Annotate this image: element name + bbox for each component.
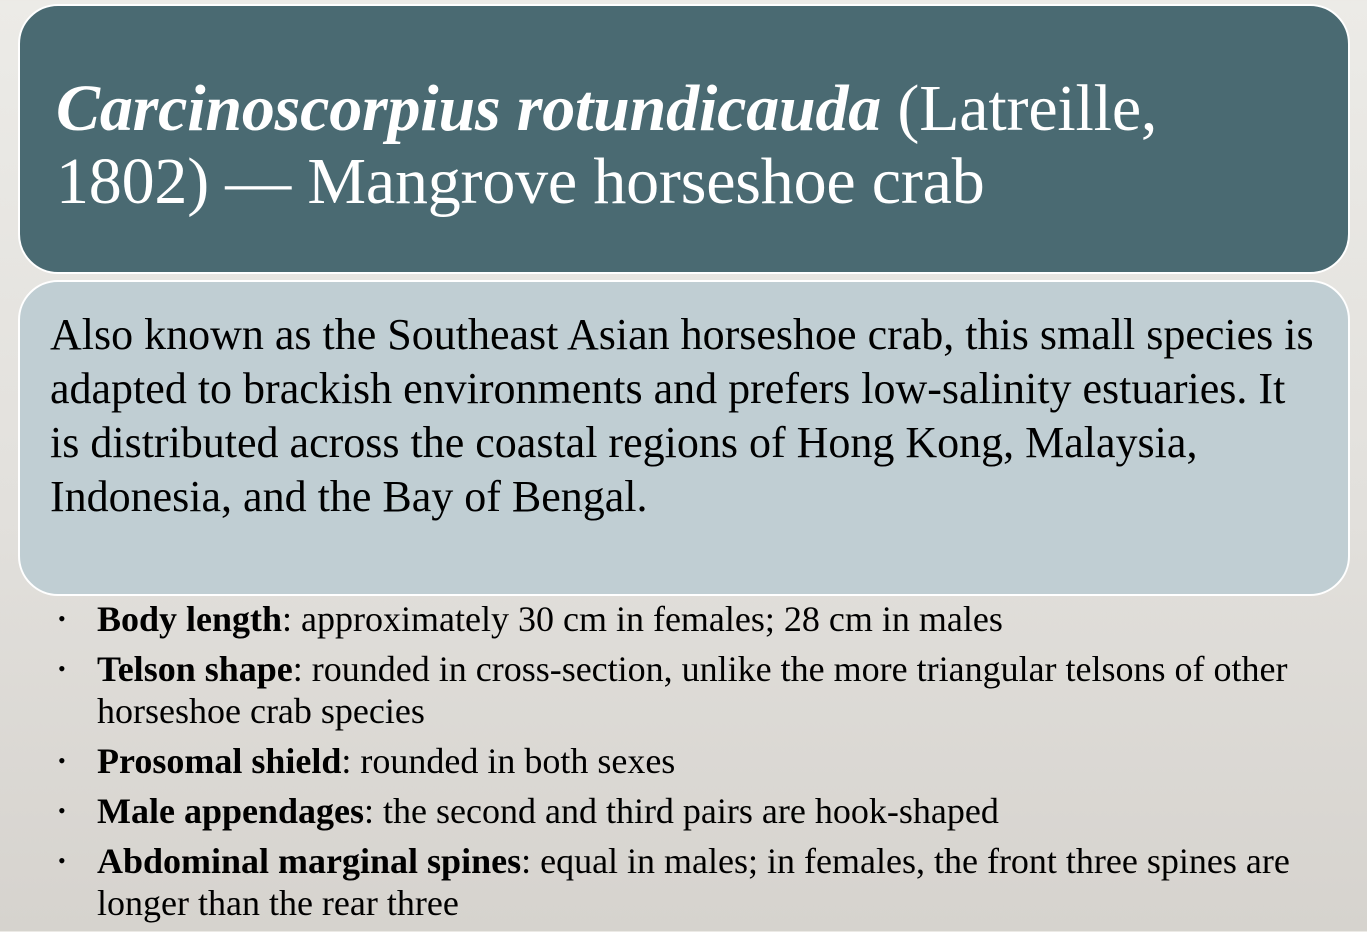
bullet-icon: • xyxy=(58,798,66,823)
trait-text: : rounded in cross-section, unlike the more triangular telsons of other horseshoe crab species xyxy=(97,649,1288,731)
trait-term: Male appendages xyxy=(97,791,365,831)
trait-text: : equal in males; in females, the front three spines are longer than the rear three xyxy=(97,841,1290,923)
bullet-icon: • xyxy=(58,748,66,773)
trait-term: Body length xyxy=(97,599,283,639)
title-rest: (Latreille, 1802) — Mangrove horseshoe crab xyxy=(56,72,1158,218)
trait-item-abdominal-spines xyxy=(52,840,1352,924)
title-box xyxy=(18,4,1350,274)
trait-list xyxy=(52,598,1352,932)
description-text: Also known as the Southeast Asian horseshoe crab, this small species is adapted to brackish environments and prefers low-salinity estuaries. It is distributed across the coastal regions of Hong Kong, Malaysia, Indonesia, and the Bay of Bengal. xyxy=(50,310,1314,521)
trait-term: Abdominal marginal spines xyxy=(97,841,522,881)
trait-term: Telson shape xyxy=(97,649,293,689)
bullet-icon: • xyxy=(58,606,66,631)
slide-title xyxy=(56,72,1312,218)
trait-text: : the second and third pairs are hook-shaped xyxy=(364,791,999,831)
bullet-icon: • xyxy=(58,848,66,873)
trait-item-prosomal-shield xyxy=(52,740,1352,782)
trait-text: : rounded in both sexes xyxy=(341,741,676,781)
bullet-icon: • xyxy=(58,656,66,681)
description-box xyxy=(18,280,1350,596)
trait-text: : approximately 30 cm in females; 28 cm in males xyxy=(282,599,1003,639)
trait-term: Prosomal shield xyxy=(97,741,342,781)
trait-item-male-appendages xyxy=(52,790,1352,832)
trait-item-body-length xyxy=(52,598,1352,640)
scientific-name: Carcinoscorpius rotundicauda xyxy=(56,72,882,145)
trait-item-telson-shape xyxy=(52,648,1352,732)
